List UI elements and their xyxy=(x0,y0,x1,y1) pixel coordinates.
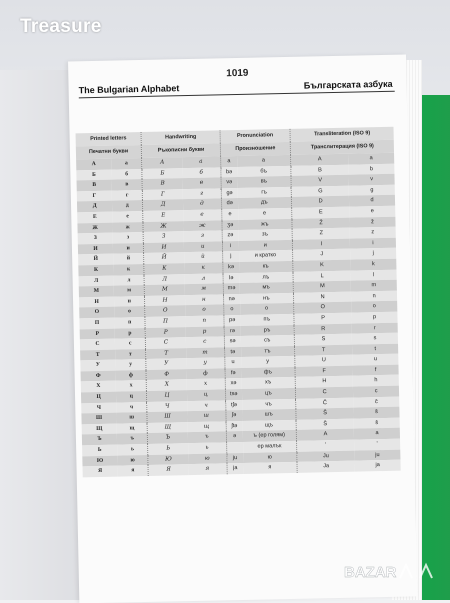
page-number: 1019 xyxy=(226,67,249,80)
cell-ipa: u xyxy=(225,357,241,368)
cell-hand-lower: о xyxy=(185,305,224,316)
cell-hand-lower: ю xyxy=(188,453,227,464)
cell-translit-lower: k xyxy=(350,259,396,271)
cell-hand-lower: с xyxy=(186,336,225,347)
cell-printed-upper: А xyxy=(76,159,111,170)
cell-translit-lower: ž xyxy=(350,216,396,228)
cell-translit-lower: ' xyxy=(354,439,400,451)
treasure-watermark: Treasure xyxy=(20,16,102,37)
cell-hand-lower: р xyxy=(185,326,224,337)
cell-hand-lower: щ xyxy=(187,421,226,432)
cell-ipa: ʃə xyxy=(226,410,242,421)
cell-hand-upper: Д xyxy=(143,200,183,211)
cell-bg-name: шъ xyxy=(242,409,296,421)
cell-translit-lower: c xyxy=(353,386,399,398)
cell-bg-name: ер малък xyxy=(243,441,297,453)
cell-ipa: j xyxy=(222,251,238,262)
header-pronunciation: Pronunciation xyxy=(220,129,290,143)
cell-hand-lower: н xyxy=(185,294,224,305)
cell-translit-lower: d xyxy=(349,195,395,207)
cell-translit-upper: L xyxy=(293,270,351,282)
cell-hand-lower: ш xyxy=(187,411,226,422)
cell-ipa: ə xyxy=(226,431,242,442)
header-right: Българската азбука xyxy=(303,78,393,91)
cell-printed-upper: Р xyxy=(80,328,115,339)
cell-hand-lower: д xyxy=(183,199,222,210)
cell-ipa: sə xyxy=(224,336,240,347)
cell-printed-upper: К xyxy=(78,265,113,276)
cell-printed-upper: Д xyxy=(77,201,112,212)
cell-printed-upper: О xyxy=(79,307,114,318)
cell-printed-upper: Ю xyxy=(82,455,117,466)
cell-translit-upper: O xyxy=(294,302,352,314)
cell-hand-upper: П xyxy=(145,316,185,327)
cell-translit-lower: š xyxy=(354,407,400,419)
cell-translit-upper: F xyxy=(295,366,353,378)
cell-printed-lower: ф xyxy=(116,370,147,381)
cell-translit-upper: A xyxy=(291,154,349,166)
cell-ipa: xə xyxy=(225,378,241,389)
cell-hand-upper: Ф xyxy=(146,369,186,380)
cell-translit-lower: f xyxy=(353,365,399,377)
cell-translit-lower: r xyxy=(352,322,398,334)
cell-translit-lower: o xyxy=(351,301,397,313)
cell-translit-lower: j xyxy=(350,248,396,260)
cell-printed-upper: Ч xyxy=(81,402,116,413)
cell-translit-upper: Ju xyxy=(297,450,355,462)
cell-bg-name: ръ xyxy=(240,324,294,336)
cell-printed-lower: а xyxy=(111,158,142,169)
cell-translit-lower: e xyxy=(349,206,395,218)
cell-translit-upper: A xyxy=(296,429,354,441)
cell-hand-upper: Г xyxy=(143,189,183,200)
cell-hand-upper: Ъ xyxy=(148,433,188,444)
cell-hand-upper: Й xyxy=(144,252,184,263)
cell-translit-lower: n xyxy=(351,290,397,302)
cell-printed-upper: В xyxy=(77,180,112,191)
cell-hand-upper: Ш xyxy=(147,411,187,422)
cell-printed-lower: ю xyxy=(117,455,148,466)
cell-bg-name: о xyxy=(240,303,294,315)
cell-hand-lower: в xyxy=(182,178,221,189)
cell-printed-upper: М xyxy=(79,286,114,297)
cell-hand-lower: ф xyxy=(186,368,225,379)
cell-hand-lower: й xyxy=(184,252,223,263)
cell-bg-name: жъ xyxy=(238,218,292,230)
cell-ipa: tʃə xyxy=(226,400,242,411)
cell-translit-upper: G xyxy=(291,185,349,197)
cell-bg-name: а xyxy=(237,155,291,167)
cell-printed-upper: П xyxy=(79,318,114,329)
cell-hand-upper: Ж xyxy=(143,221,183,232)
cell-translit-upper: Z xyxy=(292,228,350,240)
cell-printed-upper: Ш xyxy=(81,413,116,424)
subheader-handwriting: Ръкописни букви xyxy=(142,143,221,158)
cell-translit-lower: z xyxy=(350,227,396,239)
cell-hand-upper: Б xyxy=(142,168,182,179)
green-book-cover xyxy=(420,95,450,600)
book-page xyxy=(68,54,417,603)
cell-ipa: gə xyxy=(221,188,237,199)
cell-printed-upper: Г xyxy=(77,190,112,201)
header-handwriting: Handwriting xyxy=(141,130,220,145)
cell-bg-name: нъ xyxy=(240,293,294,305)
cell-hand-lower: т xyxy=(186,347,225,358)
cell-translit-lower: i xyxy=(350,237,396,249)
cell-hand-upper: Щ xyxy=(147,422,187,433)
cell-printed-lower: ъ xyxy=(117,433,148,444)
cell-printed-lower: ш xyxy=(117,412,148,423)
cell-translit-upper: K xyxy=(293,260,351,272)
cell-bg-name: зъ xyxy=(238,229,292,241)
cell-translit-lower: l xyxy=(351,269,397,281)
cell-printed-lower: я xyxy=(118,465,149,476)
cell-hand-upper: Ч xyxy=(147,401,187,412)
subheader-pronunciation: Произношение xyxy=(220,142,290,156)
cell-bg-name: лъ xyxy=(239,271,293,283)
cell-hand-lower: ь xyxy=(188,442,227,453)
cell-bg-name: пъ xyxy=(240,314,294,326)
cell-printed-upper: Ф xyxy=(81,370,116,381)
cell-bg-name: щъ xyxy=(242,420,296,432)
cell-printed-lower: р xyxy=(115,327,146,338)
cell-hand-upper: И xyxy=(144,242,184,253)
cell-translit-lower: b xyxy=(348,163,394,175)
cell-printed-upper: З xyxy=(78,233,113,244)
cell-printed-lower: к xyxy=(113,264,144,275)
cell-printed-upper: Я xyxy=(83,466,118,477)
cell-hand-upper: Т xyxy=(146,348,186,359)
cell-printed-lower: б xyxy=(111,169,142,180)
cell-hand-upper: С xyxy=(146,337,186,348)
cell-printed-lower: т xyxy=(115,349,146,360)
cell-ipa: tə xyxy=(224,347,240,358)
cell-ipa: e xyxy=(222,209,238,220)
cell-ipa: pə xyxy=(224,315,240,326)
cell-hand-upper: З xyxy=(143,231,183,242)
cell-translit-upper: Š xyxy=(296,408,354,420)
cell-printed-upper: Б xyxy=(76,169,111,180)
cell-bg-name: цъ xyxy=(242,388,296,400)
cell-printed-upper: И xyxy=(78,243,113,254)
cell-hand-upper: А xyxy=(142,157,182,168)
cell-printed-upper: Т xyxy=(80,349,115,360)
cell-printed-lower: и xyxy=(113,243,144,254)
cell-hand-lower: х xyxy=(186,379,225,390)
cell-translit-upper: ' xyxy=(297,440,355,452)
cell-translit-lower: s xyxy=(352,333,398,345)
cell-printed-upper: Х xyxy=(81,381,116,392)
cell-translit-lower: t xyxy=(352,343,398,355)
cell-hand-upper: Р xyxy=(145,327,185,338)
cell-ipa: tsə xyxy=(225,389,241,400)
cell-bg-name: дъ xyxy=(238,197,292,209)
cell-bg-name: мъ xyxy=(239,282,293,294)
cell-translit-upper: Ž xyxy=(292,217,350,229)
cell-ipa: ʃtə xyxy=(226,421,242,432)
cell-printed-upper: У xyxy=(80,360,115,371)
cell-hand-lower: а xyxy=(182,156,221,167)
bazar-logo xyxy=(340,556,445,586)
cell-hand-upper: О xyxy=(145,305,185,316)
cell-translit-lower: p xyxy=(352,312,398,324)
cell-ipa: və xyxy=(221,177,237,188)
cell-translit-lower: ja xyxy=(355,460,401,472)
cell-ipa: ju xyxy=(227,453,243,464)
cell-hand-upper: В xyxy=(142,178,182,189)
cell-printed-upper: Л xyxy=(79,275,114,286)
cell-ipa: ʒə xyxy=(222,220,238,231)
cell-ipa: o xyxy=(224,304,240,315)
cell-bg-name: къ xyxy=(239,261,293,273)
cell-bg-name: и xyxy=(238,240,292,252)
cell-translit-lower: ju xyxy=(354,449,400,461)
cell-translit-upper: S xyxy=(294,334,352,346)
cell-printed-lower: г xyxy=(112,190,143,201)
cell-translit-lower: g xyxy=(349,185,395,197)
cell-bg-name: съ xyxy=(240,335,294,347)
cell-printed-lower: ч xyxy=(116,402,147,413)
cell-hand-lower: е xyxy=(183,209,222,220)
cell-translit-upper: U xyxy=(295,355,353,367)
cell-hand-lower: з xyxy=(183,231,222,242)
cell-translit-upper: Ja xyxy=(297,461,355,473)
cell-hand-lower: б xyxy=(182,167,221,178)
cell-bg-name: ю xyxy=(243,451,297,463)
cell-printed-upper: Н xyxy=(79,296,114,307)
cell-bg-name: е xyxy=(238,208,292,220)
cell-hand-lower: ч xyxy=(187,400,226,411)
cell-printed-lower: п xyxy=(115,317,146,328)
cell-hand-lower: ж xyxy=(183,220,222,231)
cell-ipa: a xyxy=(220,156,236,167)
cell-printed-lower: з xyxy=(113,232,144,243)
cell-printed-lower: с xyxy=(115,338,146,349)
cell-translit-upper: M xyxy=(293,281,351,293)
cell-printed-lower: ц xyxy=(116,391,147,402)
cell-translit-upper: H xyxy=(295,376,353,388)
cell-hand-upper: Я xyxy=(148,464,188,475)
cell-translit-upper: D xyxy=(291,196,349,208)
cell-ipa: bə xyxy=(221,167,237,178)
cell-translit-lower: a xyxy=(348,153,394,165)
cell-hand-lower: и xyxy=(184,241,223,252)
cell-printed-upper: Ъ xyxy=(82,434,117,445)
cell-printed-upper: Ь xyxy=(82,445,117,456)
cell-hand-upper: Н xyxy=(145,295,185,306)
cell-bg-name: въ xyxy=(237,176,291,188)
cell-printed-lower: у xyxy=(115,359,146,370)
cell-hand-lower: п xyxy=(185,315,224,326)
cell-hand-lower: я xyxy=(188,464,227,475)
cell-printed-upper: Ц xyxy=(81,392,116,403)
cell-hand-lower: г xyxy=(182,188,221,199)
cell-hand-lower: м xyxy=(184,283,223,294)
cell-hand-upper: Ц xyxy=(147,390,187,401)
cell-printed-upper: Ж xyxy=(77,222,112,233)
cell-translit-lower: v xyxy=(349,174,395,186)
cell-translit-lower: h xyxy=(353,375,399,387)
cell-bg-name: хъ xyxy=(241,377,295,389)
subheader-transliteration: Транслитерация (ISO 9) xyxy=(290,140,394,155)
cell-printed-upper: С xyxy=(80,339,115,350)
cell-bg-name: и кратко xyxy=(239,250,293,262)
cell-hand-lower: у xyxy=(186,358,225,369)
cell-translit-lower: ŝ xyxy=(354,418,400,430)
cell-bg-name: гъ xyxy=(237,187,291,199)
subheader-printed: Печатни букви xyxy=(76,145,142,159)
cell-printed-lower: д xyxy=(112,200,143,211)
cell-ipa: lə xyxy=(223,273,239,284)
cell-hand-upper: Л xyxy=(144,274,184,285)
cell-translit-upper: B xyxy=(291,164,349,176)
cell-printed-lower: ь xyxy=(117,444,148,455)
cell-printed-upper: Щ xyxy=(82,423,117,434)
cell-translit-upper: Ŝ xyxy=(296,418,354,430)
header-transliteration: Transliteration (ISO 9) xyxy=(290,127,394,142)
cell-translit-lower: u xyxy=(352,354,398,366)
cell-bg-name: у xyxy=(241,356,295,368)
header-printed: Printed letters xyxy=(76,132,142,146)
cell-translit-upper: R xyxy=(294,323,352,335)
cell-printed-lower: л xyxy=(114,275,145,286)
cell-ipa: fə xyxy=(225,368,241,379)
cell-bg-name: я xyxy=(243,462,297,474)
cell-hand-lower: ъ xyxy=(188,432,227,443)
cell-ipa: də xyxy=(221,198,237,209)
cell-printed-upper: Й xyxy=(78,254,113,265)
cell-hand-lower: ц xyxy=(187,389,226,400)
cell-ipa: ja xyxy=(227,463,243,474)
cell-translit-upper: N xyxy=(293,291,351,303)
cell-ipa: i xyxy=(222,241,238,252)
cell-printed-lower: х xyxy=(116,380,147,391)
cell-hand-lower: л xyxy=(184,273,223,284)
cell-ipa xyxy=(226,442,242,453)
cell-ipa: mə xyxy=(223,283,239,294)
cell-printed-lower: ж xyxy=(113,222,144,233)
cell-hand-upper: Ь xyxy=(148,443,188,454)
cell-translit-upper: V xyxy=(291,175,349,187)
cell-translit-lower: m xyxy=(351,280,397,292)
cell-printed-lower: е xyxy=(112,211,143,222)
cell-printed-lower: в xyxy=(112,179,143,190)
cell-hand-upper: Х xyxy=(147,380,187,391)
cell-printed-lower: о xyxy=(114,306,145,317)
logo-mark-1 xyxy=(400,565,412,578)
alphabet-table xyxy=(76,127,401,477)
cell-translit-upper: I xyxy=(292,238,350,250)
cell-translit-upper: P xyxy=(294,313,352,325)
logo-mark-2 xyxy=(420,565,432,578)
cell-bg-name: тъ xyxy=(241,346,295,358)
cell-hand-upper: К xyxy=(144,263,184,274)
cell-translit-upper: T xyxy=(295,344,353,356)
cell-ipa: nə xyxy=(223,294,239,305)
cell-translit-upper: E xyxy=(292,207,350,219)
cell-translit-lower: a xyxy=(354,428,400,440)
cell-translit-lower: č xyxy=(353,396,399,408)
cell-hand-upper: Ю xyxy=(148,454,188,465)
cell-ipa: rə xyxy=(224,325,240,336)
cell-hand-upper: У xyxy=(146,358,186,369)
cell-ipa: kə xyxy=(223,262,239,273)
header-left: The Bulgarian Alphabet xyxy=(78,83,180,96)
cell-printed-lower: м xyxy=(114,285,145,296)
cell-translit-upper: J xyxy=(293,249,351,261)
cell-printed-lower: й xyxy=(113,253,144,264)
cell-ipa: zə xyxy=(222,230,238,241)
cell-hand-upper: М xyxy=(145,284,185,295)
cell-printed-lower: н xyxy=(114,296,145,307)
cell-hand-lower: к xyxy=(184,262,223,273)
cell-printed-upper: Е xyxy=(77,212,112,223)
cell-bg-name: фъ xyxy=(241,367,295,379)
cell-printed-lower: щ xyxy=(117,423,148,434)
cell-bg-name: бъ xyxy=(237,165,291,177)
cell-bg-name: чъ xyxy=(242,399,296,411)
cell-hand-upper: Е xyxy=(143,210,183,221)
bazar-logo-text: BAZAR xyxy=(344,564,397,581)
cell-bg-name: ъ (ер голям) xyxy=(242,430,296,442)
cell-translit-upper: Č xyxy=(296,397,354,409)
cell-translit-upper: C xyxy=(295,387,353,399)
